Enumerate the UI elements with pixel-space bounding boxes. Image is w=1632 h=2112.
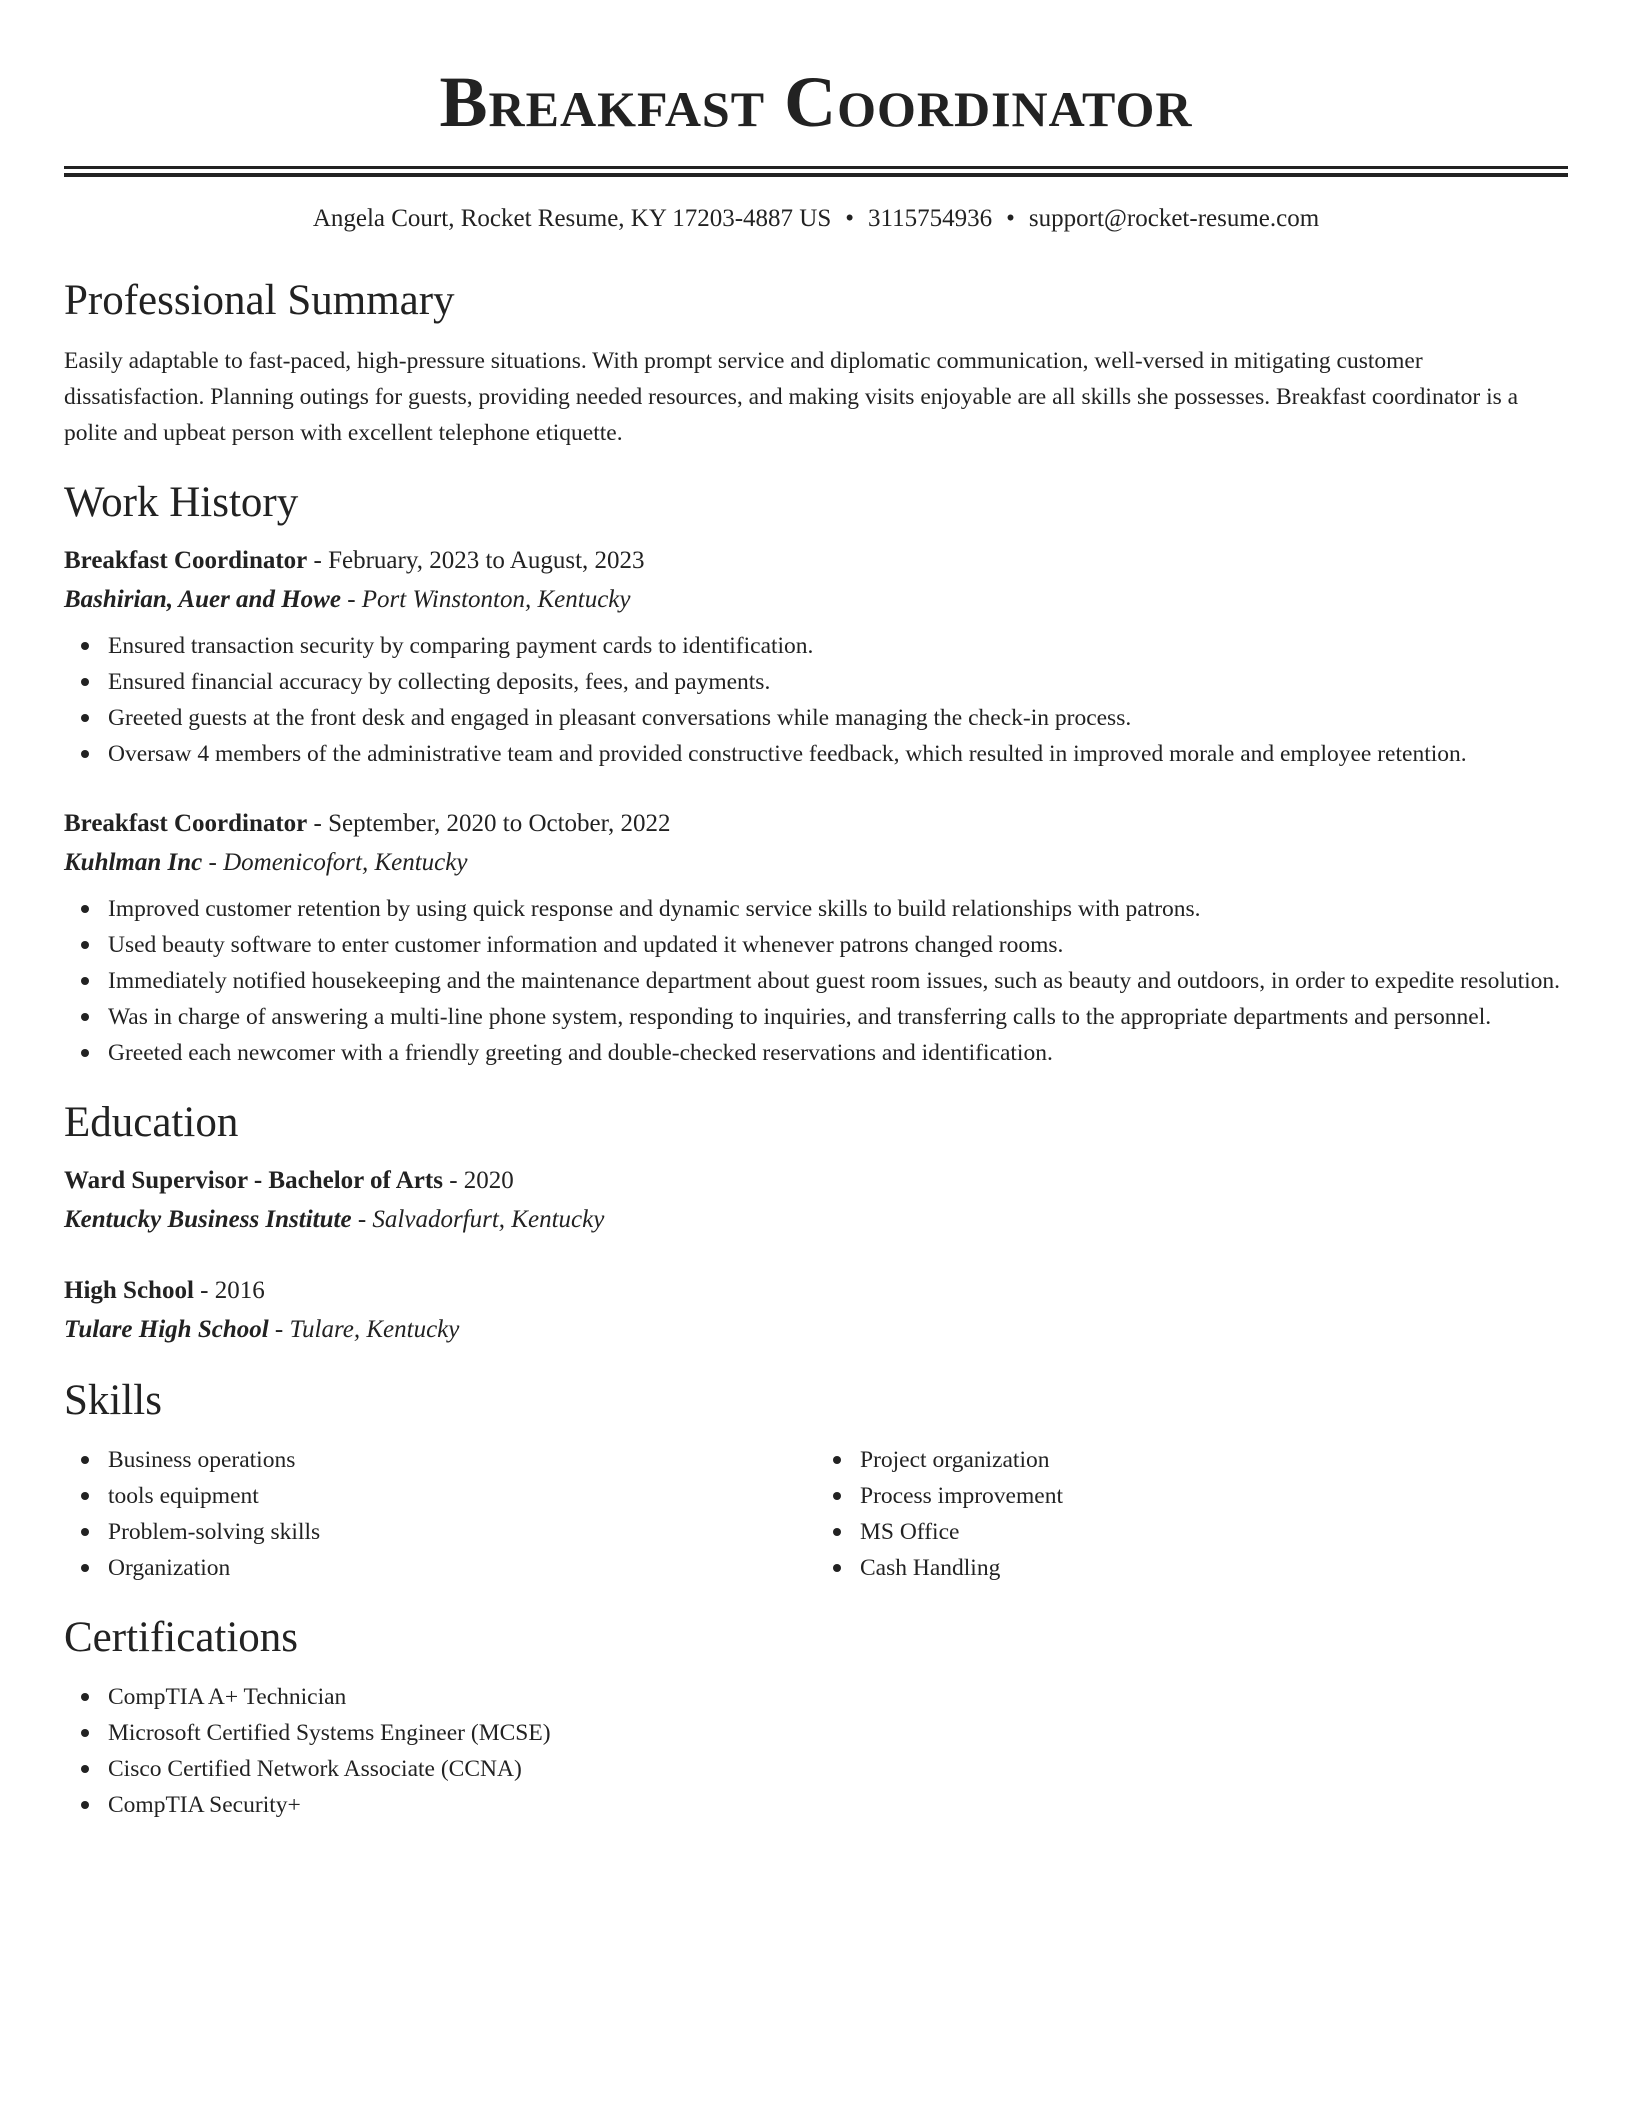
certification-item: Microsoft Certified Systems Engineer (MCSE) (108, 1715, 1568, 1751)
job-title-line (64, 541, 1568, 580)
skill-item: Business operations (108, 1442, 816, 1478)
job-bullet: Oversaw 4 members of the administrative team and provided constructive feedback, which resulted in improved morale and employee retention. (108, 736, 1568, 772)
education-entry (64, 1271, 1568, 1349)
skills-heading: Skills (64, 1377, 162, 1424)
summary-heading: Professional Summary (64, 277, 455, 324)
job-location: - Domenicofort, Kentucky (202, 849, 468, 876)
job-company: Bashirian, Auer and Howe (64, 586, 341, 613)
job-bullets (64, 628, 1568, 772)
skill-item: Cash Handling (860, 1550, 1568, 1586)
summary-text: Easily adaptable to fast-paced, high-pressure situations. With prompt service and diplomatic communication, well-versed in mitigating customer dissatisfaction. Planning outings for guests, providing needed resources, and making visits enjoyable are all skills she possesses. Breakfast coordinator is a polite and upbeat person with excellent telephone etiquette. (64, 348, 1519, 446)
job-entry (64, 804, 1568, 1071)
job-bullet: Greeted each newcomer with a friendly greeting and double-checked reservations and identification. (108, 1035, 1568, 1071)
education-heading: Education (64, 1099, 239, 1146)
certification-item: CompTIA A+ Technician (108, 1679, 1568, 1715)
education-school: Tulare High School (64, 1316, 269, 1343)
skill-item: Problem-solving skills (108, 1514, 816, 1550)
resume-name: Breakfast Coordinator (439, 62, 1193, 142)
job-entry (64, 541, 1568, 772)
job-bullets (64, 891, 1568, 1071)
job-company-line (64, 580, 1568, 619)
skill-item: tools equipment (108, 1478, 816, 1514)
certifications-list (64, 1679, 1568, 1823)
certification-item: Cisco Certified Network Associate (CCNA) (108, 1751, 1568, 1787)
contact-address: Angela Court, Rocket Resume, KY 17203-4887 US (312, 205, 832, 232)
education-location: - Salvadorfurt, Kentucky (351, 1206, 605, 1233)
education-school-line (64, 1310, 1568, 1349)
header-divider (64, 166, 1568, 177)
contact-separator: • (845, 205, 855, 232)
job-title: Breakfast Coordinator (64, 810, 308, 837)
certifications-section (64, 1679, 1568, 1823)
contact-line (64, 203, 1568, 235)
education-year: - 2020 (442, 1167, 514, 1194)
job-title-line (64, 804, 1568, 843)
job-bullet: Was in charge of answering a multi-line phone system, responding to inquiries, and transferring calls to the appropriate departments and personnel. (108, 999, 1568, 1035)
job-location: - Port Winstonton, Kentucky (340, 586, 631, 613)
work-history-heading: Work History (64, 479, 299, 526)
job-bullet: Greeted guests at the front desk and engaged in pleasant conversations while managing the check-in process. (108, 700, 1568, 736)
job-title: Breakfast Coordinator (64, 547, 308, 574)
contact-email: support@rocket-resume.com (1028, 205, 1320, 232)
education-degree-line (64, 1161, 1568, 1200)
skills-column-left (64, 1442, 816, 1586)
job-dates: - February, 2023 to August, 2023 (307, 547, 645, 574)
job-company-line (64, 843, 1568, 882)
skills-column-right (816, 1442, 1568, 1586)
skill-item: MS Office (860, 1514, 1568, 1550)
skill-item: Process improvement (860, 1478, 1568, 1514)
job-bullet: Used beauty software to enter customer information and updated it whenever patrons changed rooms. (108, 927, 1568, 963)
job-bullet: Immediately notified housekeeping and the maintenance department about guest room issues, such as beauty and outdoors, in order to expedite resolution. (108, 963, 1568, 999)
skill-item: Project organization (860, 1442, 1568, 1478)
education-entry (64, 1161, 1568, 1239)
job-bullet: Ensured transaction security by comparing payment cards to identification. (108, 628, 1568, 664)
job-dates: - September, 2020 to October, 2022 (307, 810, 671, 837)
education-location: - Tulare, Kentucky (268, 1316, 460, 1343)
job-company: Kuhlman Inc (64, 849, 203, 876)
job-bullet: Improved customer retention by using quick response and dynamic service skills to build relationships with patrons. (108, 891, 1568, 927)
skill-item: Organization (108, 1550, 816, 1586)
education-degree-line (64, 1271, 1568, 1310)
job-bullet: Ensured financial accuracy by collecting deposits, fees, and payments. (108, 664, 1568, 700)
education-school-line (64, 1200, 1568, 1239)
education-year: - 2016 (193, 1277, 265, 1304)
certification-item: CompTIA Security+ (108, 1787, 1568, 1823)
certifications-heading: Certifications (64, 1614, 299, 1661)
skills-grid (64, 1442, 1568, 1586)
contact-separator: • (1006, 205, 1015, 232)
education-degree: High School (64, 1277, 194, 1304)
contact-phone: 3115754936 (868, 205, 993, 232)
education-school: Kentucky Business Institute (64, 1206, 352, 1233)
education-degree: Ward Supervisor - Bachelor of Arts (64, 1167, 443, 1194)
